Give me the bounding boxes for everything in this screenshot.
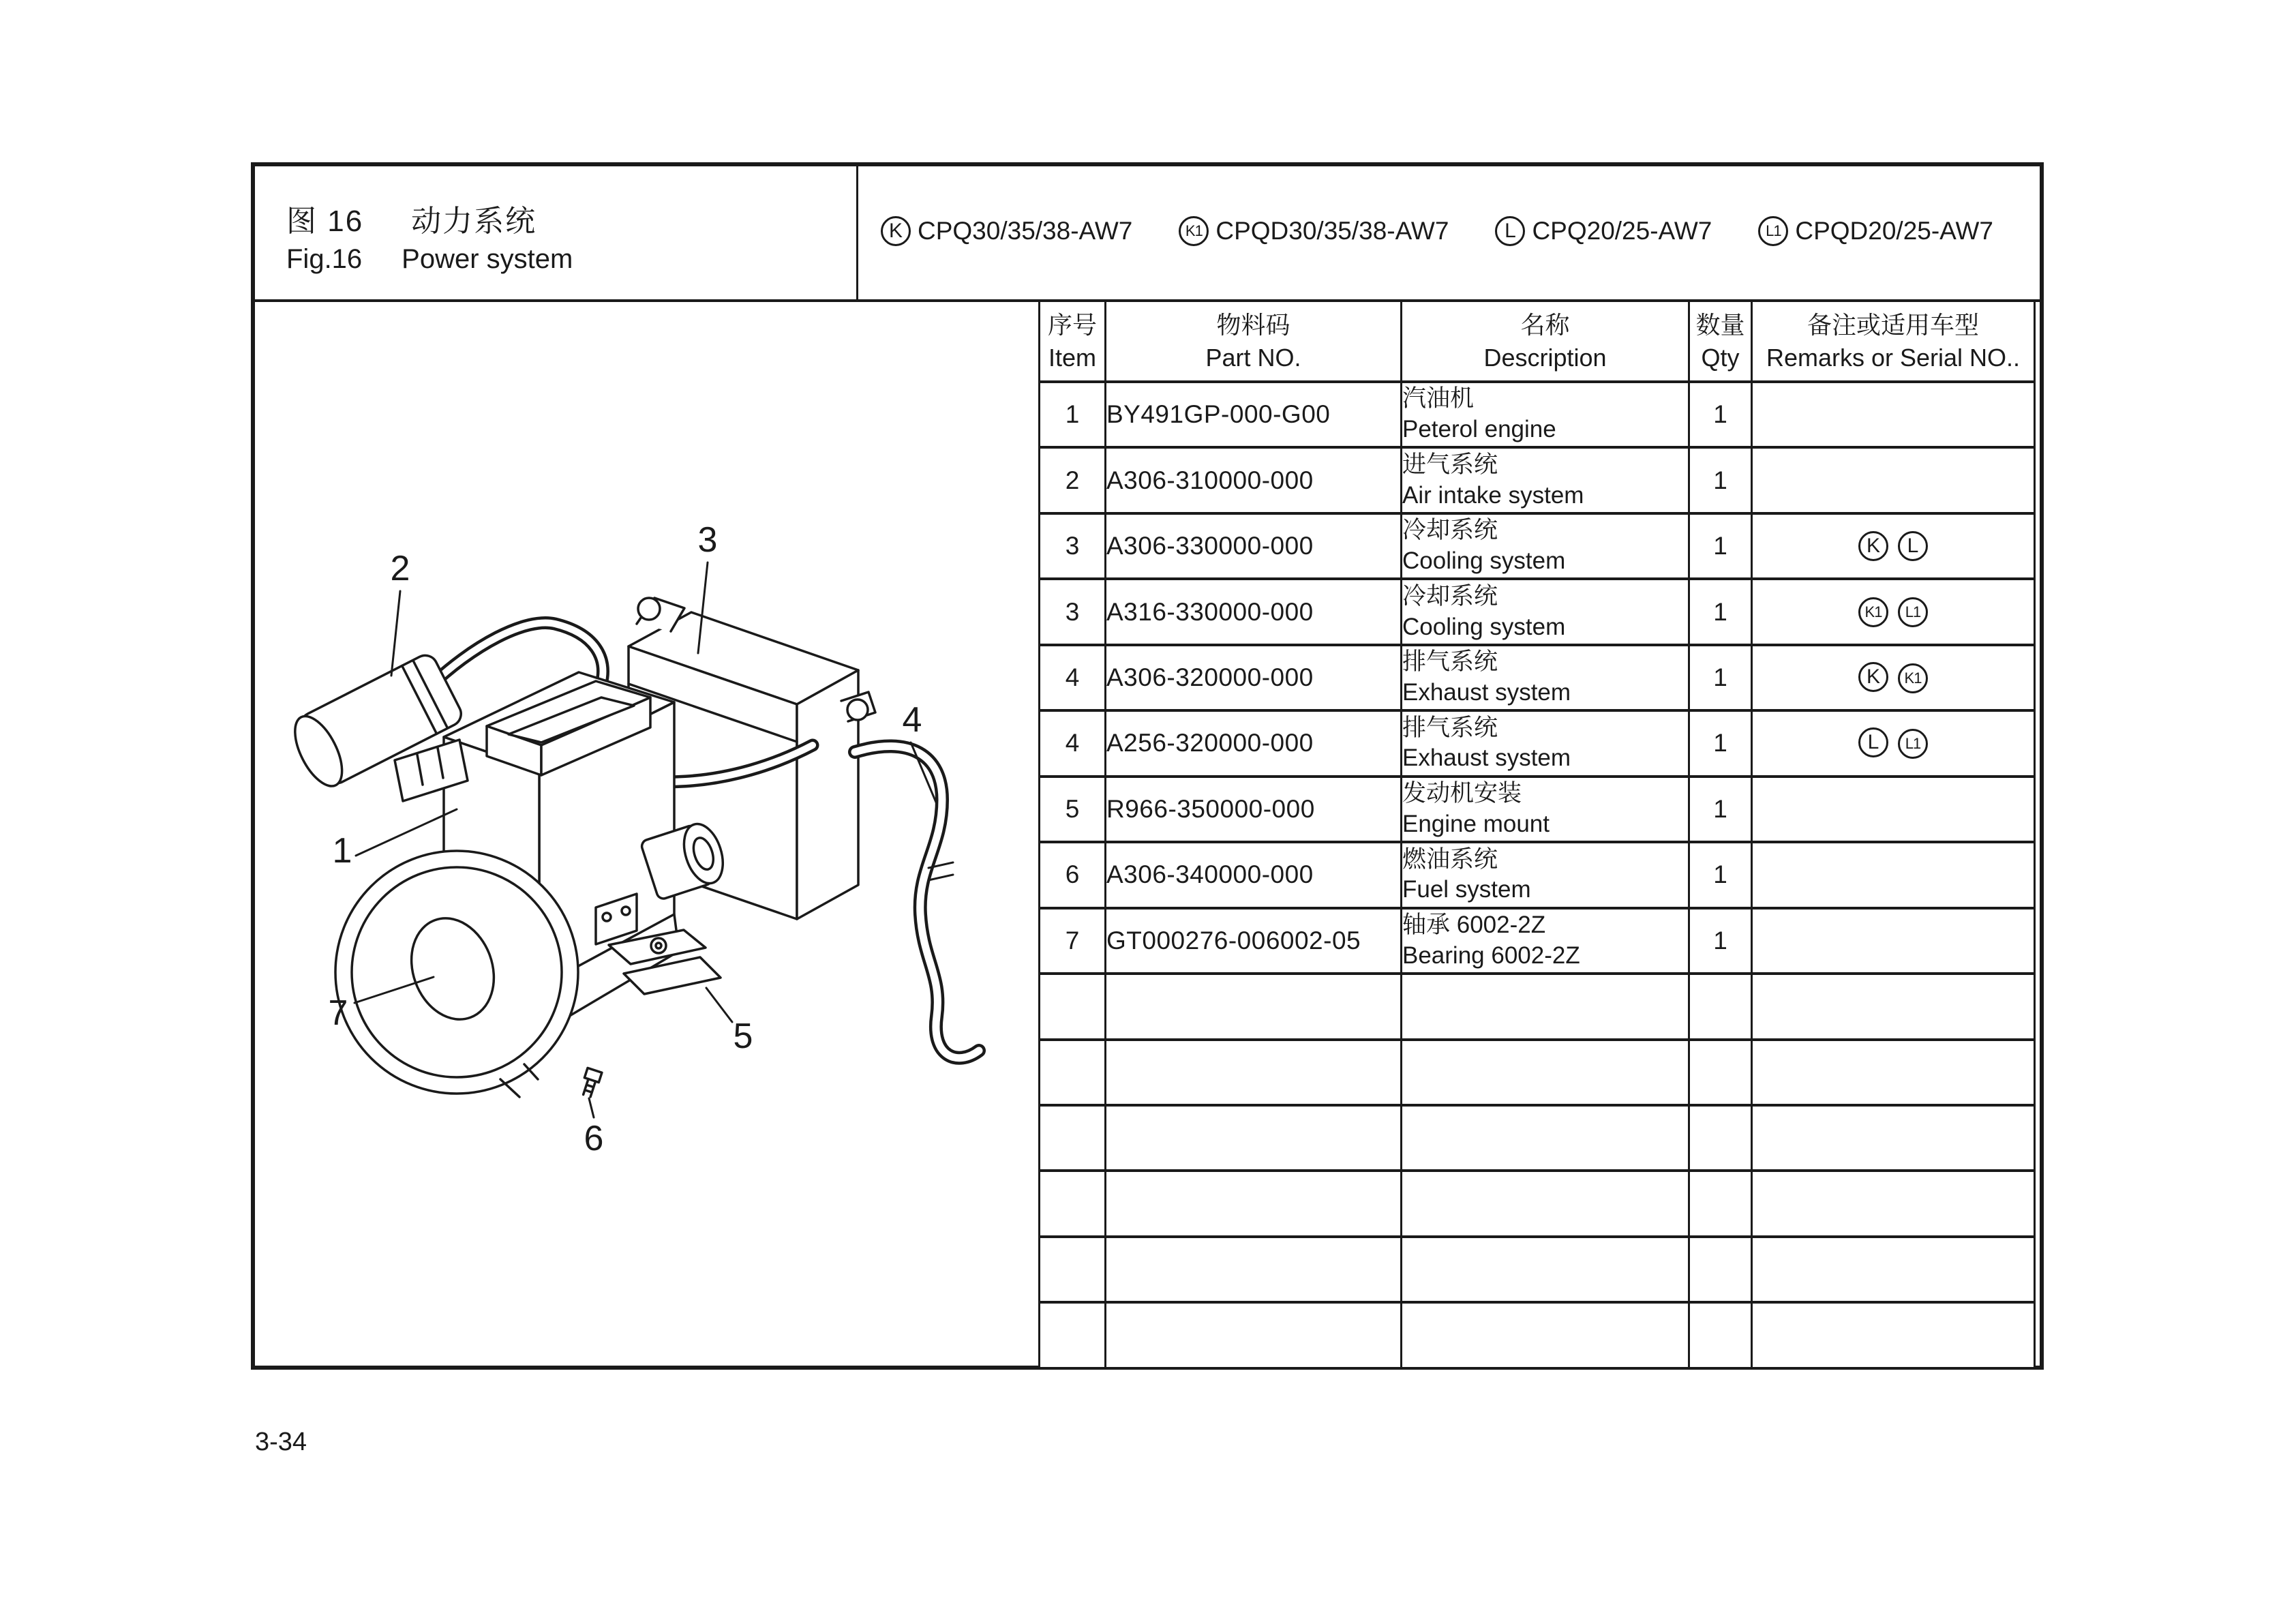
cell-item: 1 xyxy=(1040,382,1106,447)
cell-qty: 1 xyxy=(1689,447,1752,513)
cell-empty xyxy=(1040,1171,1106,1236)
cell-description xyxy=(1402,513,1689,579)
cell-description xyxy=(1402,382,1689,447)
cell-empty xyxy=(1402,1171,1689,1236)
cell-empty xyxy=(1402,1237,1689,1302)
cell-empty xyxy=(1689,1171,1752,1236)
table-row xyxy=(1040,382,2035,447)
cell-item: 6 xyxy=(1040,842,1106,907)
cell-remarks xyxy=(1752,908,2035,974)
table-header-row xyxy=(1040,301,2035,382)
cell-empty xyxy=(1752,1302,2035,1368)
outlet-hose-drawing xyxy=(855,747,979,1058)
cell-empty xyxy=(1106,1171,1402,1236)
model-symbol-l1: L1 xyxy=(1758,216,1788,246)
header-item: 序号 Item xyxy=(1040,301,1106,382)
cell-empty xyxy=(1402,974,1689,1039)
cell-empty xyxy=(1040,974,1106,1039)
cell-empty xyxy=(1106,1040,1402,1105)
model-code-label: CPQD30/35/38-AW7 xyxy=(1215,216,1449,245)
cell-empty xyxy=(1040,1105,1106,1171)
table-row-empty xyxy=(1040,974,2035,1039)
cell-empty xyxy=(1752,1237,2035,1302)
description-en: Peterol engine xyxy=(1402,416,1556,443)
cell-remarks xyxy=(1752,777,2035,842)
cell-description xyxy=(1402,579,1689,644)
cell-qty: 1 xyxy=(1689,777,1752,842)
figure-title-en xyxy=(286,244,573,275)
cell-remarks xyxy=(1752,447,2035,513)
cell-description xyxy=(1402,710,1689,776)
description-en: Exhaust system xyxy=(1402,745,1571,772)
cell-item: 2 xyxy=(1040,447,1106,513)
cell-empty xyxy=(1689,974,1752,1039)
model-symbol-l1: L1 xyxy=(1898,729,1928,759)
cell-remarks xyxy=(1752,513,2035,579)
cell-description xyxy=(1402,908,1689,974)
cell-remarks xyxy=(1752,579,2035,644)
cell-item: 7 xyxy=(1040,908,1106,974)
cell-item: 5 xyxy=(1040,777,1106,842)
cell-qty: 1 xyxy=(1689,382,1752,447)
cell-remarks xyxy=(1752,710,2035,776)
description-en: Engine mount xyxy=(1402,810,1550,837)
cell-empty xyxy=(1040,1302,1106,1368)
figure-name-cn: 动力系统 xyxy=(411,205,537,238)
model-code-l1 xyxy=(1758,216,1993,246)
cell-qty: 1 xyxy=(1689,710,1752,776)
cell-qty: 1 xyxy=(1689,579,1752,644)
model-code-label: CPQD20/25-AW7 xyxy=(1795,216,1993,245)
model-symbol-k1: K1 xyxy=(1179,216,1209,246)
description-cn: 汽油机 xyxy=(1402,385,1475,412)
table-row xyxy=(1040,447,2035,513)
model-symbol-l: L xyxy=(1495,216,1525,246)
table-row xyxy=(1040,513,2035,579)
page-number: 3-34 xyxy=(255,1428,307,1456)
description-cn: 排气系统 xyxy=(1402,648,1498,676)
cell-part-no: A306-330000-000 xyxy=(1106,513,1402,579)
model-symbol-l: L xyxy=(1858,727,1888,757)
cell-qty: 1 xyxy=(1689,645,1752,710)
cell-empty xyxy=(1689,1237,1752,1302)
callout-2: 2 xyxy=(390,549,410,588)
model-symbol-k1: K1 xyxy=(1858,597,1888,627)
cell-empty xyxy=(1040,1237,1106,1302)
cell-empty xyxy=(1106,974,1402,1039)
cell-remarks xyxy=(1752,645,2035,710)
cell-description xyxy=(1402,447,1689,513)
parts-table xyxy=(1038,299,2036,1370)
cell-empty xyxy=(1752,1105,2035,1171)
table-row-empty xyxy=(1040,1171,2035,1236)
cell-part-no: R966-350000-000 xyxy=(1106,777,1402,842)
table-row xyxy=(1040,579,2035,644)
figure-number-en: Fig.16 xyxy=(286,244,363,274)
description-cn: 轴承 6002-2Z xyxy=(1402,912,1546,939)
cell-empty xyxy=(1752,974,2035,1039)
figure-title-cn xyxy=(286,196,537,240)
table-row xyxy=(1040,777,2035,842)
cell-remarks xyxy=(1752,842,2035,907)
model-symbol-l1: L1 xyxy=(1898,597,1928,627)
cell-part-no: A306-320000-000 xyxy=(1106,645,1402,710)
description-en: Air intake system xyxy=(1402,481,1584,509)
description-cn: 冷却系统 xyxy=(1402,582,1498,610)
model-symbol-k1: K1 xyxy=(1898,663,1928,693)
header-part-no: 物料码 Part NO. xyxy=(1106,301,1402,382)
flywheel-drawing xyxy=(335,851,578,1097)
cell-empty xyxy=(1689,1040,1752,1105)
table-row xyxy=(1040,710,2035,776)
model-symbol-l: L xyxy=(1898,531,1928,561)
model-code-label: CPQ20/25-AW7 xyxy=(1532,216,1712,245)
cell-part-no: A256-320000-000 xyxy=(1106,710,1402,776)
model-code-legend xyxy=(881,162,1993,299)
description-en: Fuel system xyxy=(1402,876,1531,903)
figure-name-en: Power system xyxy=(402,244,573,274)
description-en: Exhaust system xyxy=(1402,679,1571,706)
callout-4: 4 xyxy=(902,700,922,740)
model-code-label: CPQ30/35/38-AW7 xyxy=(918,216,1133,245)
air-filter-drawing xyxy=(286,651,468,801)
model-code-l xyxy=(1495,216,1712,246)
model-symbol-k: K xyxy=(881,216,911,246)
model-code-k1 xyxy=(1179,216,1449,246)
header-description: 名称 Description xyxy=(1402,301,1689,382)
cell-item: 3 xyxy=(1040,579,1106,644)
cell-empty xyxy=(1106,1237,1402,1302)
table-row-empty xyxy=(1040,1105,2035,1171)
cell-empty xyxy=(1402,1302,1689,1368)
cell-empty xyxy=(1106,1302,1402,1368)
cell-empty xyxy=(1106,1105,1402,1171)
cell-item: 3 xyxy=(1040,513,1106,579)
model-symbol-k: K xyxy=(1858,531,1888,561)
callout-3: 3 xyxy=(697,520,718,560)
cell-empty xyxy=(1689,1105,1752,1171)
callout-1: 1 xyxy=(332,831,352,871)
cell-part-no: A306-310000-000 xyxy=(1106,447,1402,513)
cell-qty: 1 xyxy=(1689,908,1752,974)
cell-part-no: GT000276-006002-05 xyxy=(1106,908,1402,974)
table-row xyxy=(1040,908,2035,974)
table-row-empty xyxy=(1040,1237,2035,1302)
cell-empty xyxy=(1752,1040,2035,1105)
cell-description xyxy=(1402,842,1689,907)
table-row-empty xyxy=(1040,1302,2035,1368)
cell-description xyxy=(1402,645,1689,710)
cell-empty xyxy=(1402,1105,1689,1171)
callout-6: 6 xyxy=(584,1119,604,1158)
description-cn: 进气系统 xyxy=(1402,451,1498,478)
cell-item: 4 xyxy=(1040,645,1106,710)
header-qty: 数量 Qty xyxy=(1689,301,1752,382)
model-code-k xyxy=(881,216,1132,246)
table-row xyxy=(1040,645,2035,710)
callout-7: 7 xyxy=(328,993,348,1033)
description-en: Cooling system xyxy=(1402,547,1566,575)
header-remarks: 备注或适用车型 Remarks or Serial NO.. xyxy=(1752,301,2035,382)
cell-part-no: BY491GP-000-G00 xyxy=(1106,382,1402,447)
cell-empty xyxy=(1402,1040,1689,1105)
description-cn: 发动机安装 xyxy=(1402,780,1522,807)
cell-qty: 1 xyxy=(1689,842,1752,907)
cell-description xyxy=(1402,777,1689,842)
description-en: Cooling system xyxy=(1402,613,1566,640)
description-cn: 排气系统 xyxy=(1402,714,1498,741)
cell-part-no: A306-340000-000 xyxy=(1106,842,1402,907)
table-row-empty xyxy=(1040,1040,2035,1105)
description-en: Bearing 6002-2Z xyxy=(1402,942,1580,969)
description-cn: 冷却系统 xyxy=(1402,517,1498,544)
cell-part-no: A316-330000-000 xyxy=(1106,579,1402,644)
cell-remarks xyxy=(1752,382,2035,447)
cell-empty xyxy=(1752,1171,2035,1236)
cell-empty xyxy=(1689,1302,1752,1368)
header-vertical-divider xyxy=(856,166,858,301)
callout-5: 5 xyxy=(733,1017,753,1056)
figure-number-cn: 图 16 xyxy=(286,205,364,238)
cell-item: 4 xyxy=(1040,710,1106,776)
engine-diagram xyxy=(255,302,1038,1366)
drain-bolt-drawing xyxy=(579,1068,602,1098)
cell-empty xyxy=(1040,1040,1106,1105)
description-cn: 燃油系统 xyxy=(1402,845,1498,873)
cell-qty: 1 xyxy=(1689,513,1752,579)
table-row xyxy=(1040,842,2035,907)
model-symbol-k: K xyxy=(1858,662,1888,692)
